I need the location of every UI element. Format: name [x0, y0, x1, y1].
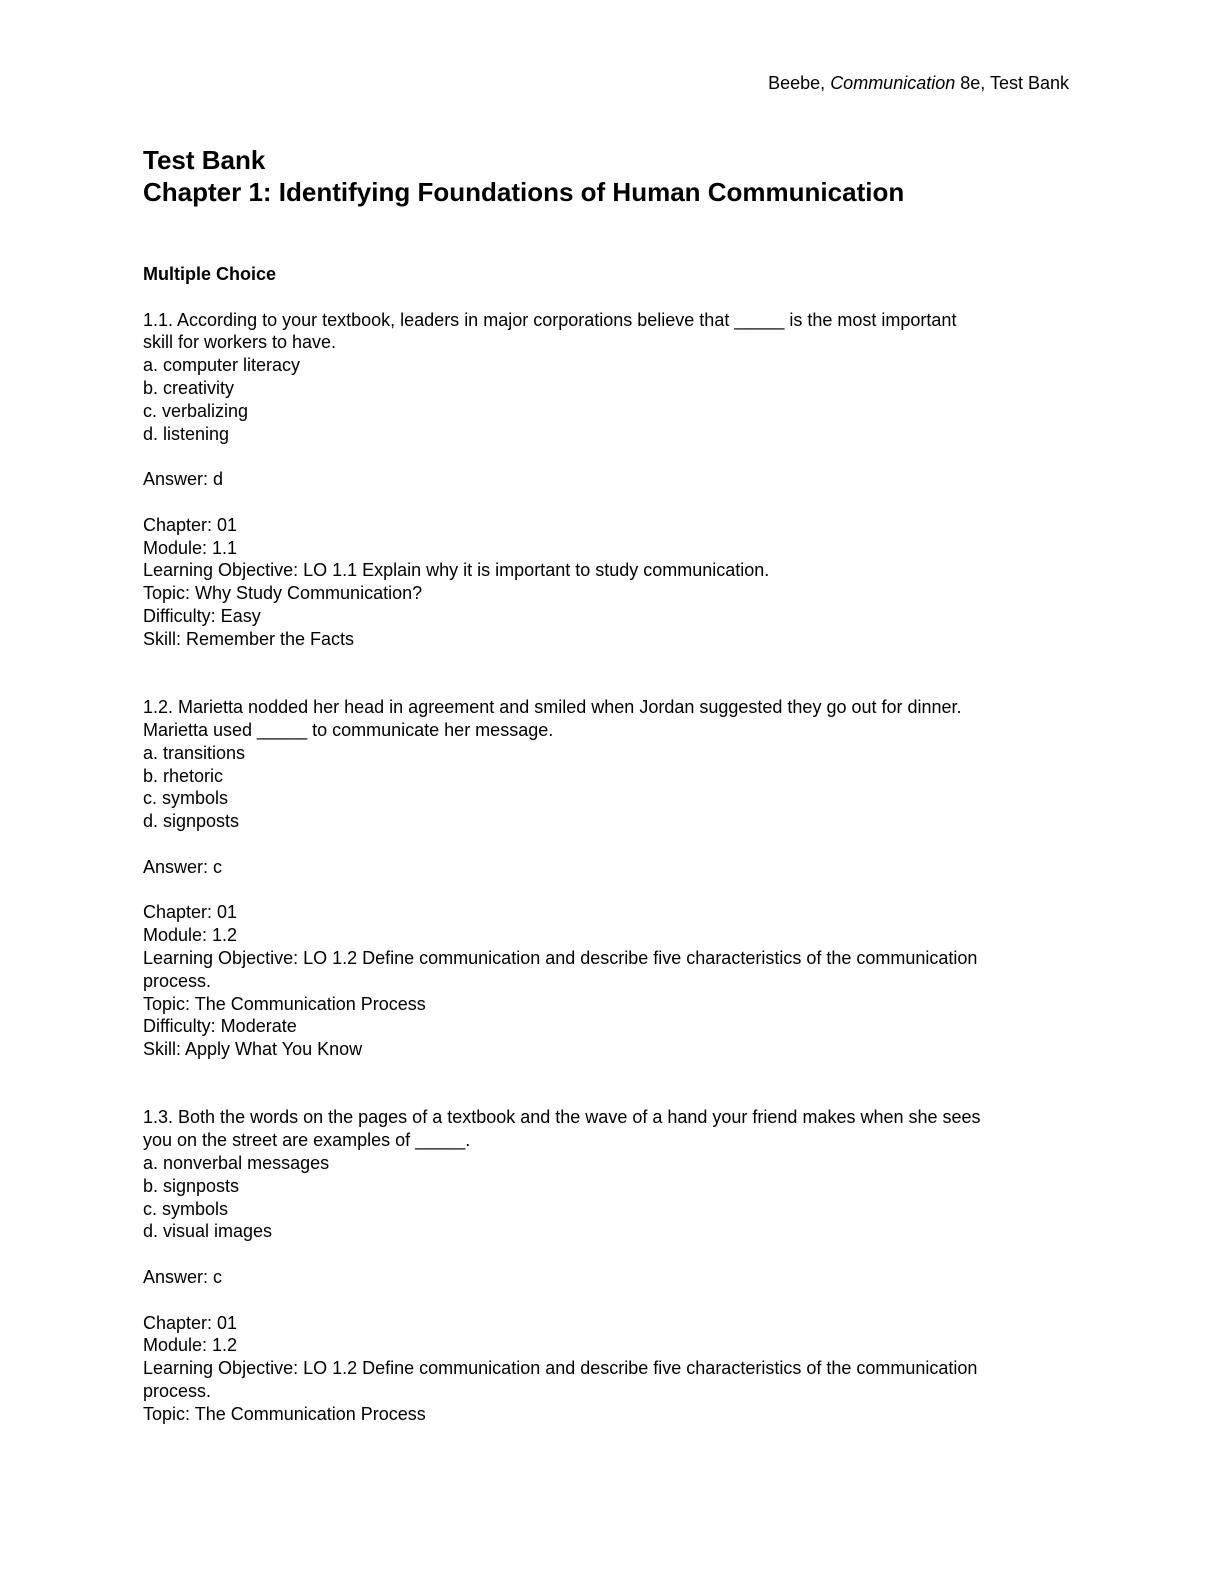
learning-objective: Learning Objective: LO 1.2 Define communication and describe five characteristics of the communication	[143, 1358, 978, 1379]
topic: Topic: The Communication Process	[143, 1403, 426, 1424]
question-stem: 1.1. According to your textbook, leaders in major corporations believe that _____ is the most important	[143, 309, 957, 330]
learning-objective-cont: process.	[143, 1381, 212, 1402]
header-book-title: Communication	[830, 73, 956, 93]
difficulty: Difficulty: Moderate	[143, 1016, 297, 1037]
document-body	[143, 144, 1073, 1426]
document-title	[143, 144, 1073, 208]
learning-objective-cont: process.	[143, 970, 212, 991]
question-1-3	[143, 1106, 1073, 1425]
difficulty: Difficulty: Easy	[143, 605, 261, 626]
chapter: Chapter: 01	[143, 902, 238, 923]
skill: Skill: Apply What You Know	[143, 1039, 363, 1060]
question-1-1	[143, 309, 1073, 651]
running-header	[768, 72, 1069, 95]
question-1-2	[143, 696, 1073, 1061]
question-stem-cont: skill for workers to have.	[143, 332, 337, 353]
option-a: a. computer literacy	[143, 355, 301, 376]
option-b: b. rhetoric	[143, 765, 224, 786]
answer: Answer: c	[143, 1267, 223, 1288]
option-a: a. transitions	[143, 742, 246, 763]
option-c: c. verbalizing	[143, 400, 249, 421]
question-stem: 1.2. Marietta nodded her head in agreement and smiled when Jordan suggested they go out for dinner.	[143, 697, 962, 718]
option-d: d. signposts	[143, 811, 240, 832]
chapter: Chapter: 01	[143, 514, 238, 535]
question-stem-cont: Marietta used _____ to communicate her message.	[143, 719, 554, 740]
module: Module: 1.2	[143, 1335, 238, 1356]
skill: Skill: Remember the Facts	[143, 628, 355, 649]
learning-objective: Learning Objective: LO 1.2 Define communication and describe five characteristics of the communication	[143, 947, 978, 968]
answer: Answer: d	[143, 469, 224, 490]
title-line-2: Chapter 1: Identifying Foundations of Human Communication	[143, 177, 905, 207]
section-heading: Multiple Choice	[143, 264, 277, 284]
title-line-1: Test Bank	[143, 145, 266, 175]
learning-objective: Learning Objective: LO 1.1 Explain why it is important to study communication.	[143, 560, 770, 581]
module: Module: 1.1	[143, 537, 238, 558]
option-d: d. visual images	[143, 1221, 273, 1242]
chapter: Chapter: 01	[143, 1312, 238, 1333]
question-stem-cont: you on the street are examples of _____.	[143, 1130, 471, 1151]
option-b: b. signposts	[143, 1175, 240, 1196]
option-c: c. symbols	[143, 1198, 229, 1219]
option-c: c. symbols	[143, 788, 229, 809]
header-suffix: 8e, Test Bank	[955, 73, 1069, 93]
module: Module: 1.2	[143, 925, 238, 946]
option-b: b. creativity	[143, 377, 235, 398]
topic: Topic: Why Study Communication?	[143, 583, 423, 604]
option-a: a. nonverbal messages	[143, 1153, 330, 1174]
answer: Answer: c	[143, 856, 223, 877]
header-author: Beebe,	[768, 73, 831, 93]
topic: Topic: The Communication Process	[143, 993, 426, 1014]
question-stem: 1.3. Both the words on the pages of a textbook and the wave of a hand your friend makes when she sees	[143, 1107, 981, 1128]
option-d: d. listening	[143, 423, 230, 444]
